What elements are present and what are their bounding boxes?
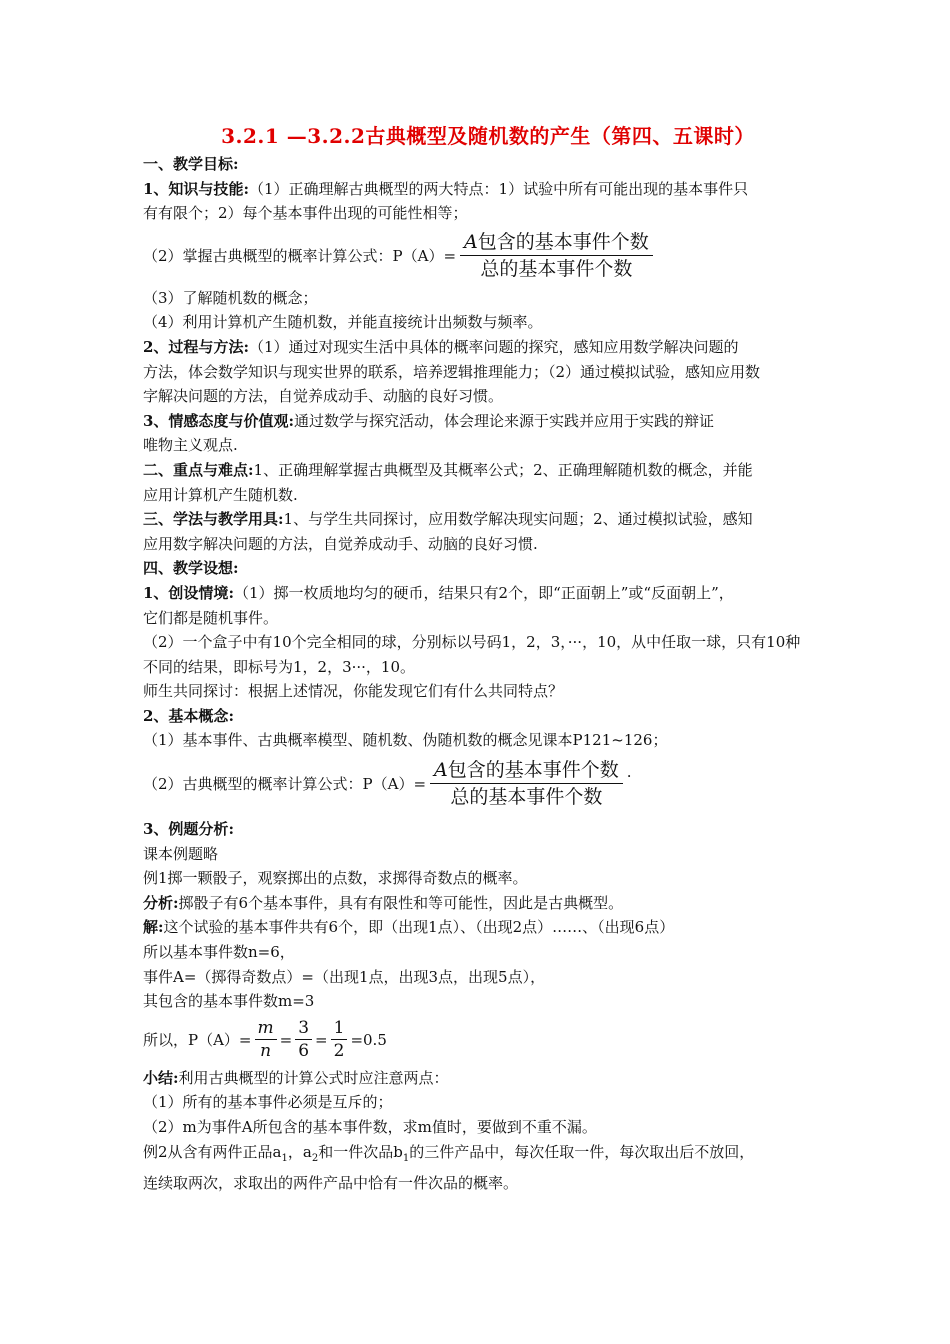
basic-concepts-line1: （1）基本事件、古典概率模型、随机数、伪随机数的概念见课本P121~126； [143, 731, 668, 750]
scenario-line5: 师生共同探讨：根据上述情况，你能发现它们有什么共同特点？ [143, 682, 564, 701]
knowledge-skills-text: （1）正确理解古典概型的两大特点：1）试验中所有可能出现的基本事件只 [248, 179, 749, 198]
knowledge-skills-line2: 有有限个；2）每个基本事件出现的可能性相等； [143, 204, 468, 223]
fraction-m-n: $\frac{m}{n}$ [255, 1017, 277, 1062]
fraction-numerator: A包含的基本事件个数 [460, 229, 653, 256]
basic-concepts-label: 2、基本概念: [143, 706, 234, 725]
knowledge-skills-label: 1、知识与技能: [143, 179, 249, 198]
section-heading-design: 四、教学设想: [143, 559, 239, 578]
solution-line: 解:这个试验的基本事件共有6个，即（出现1点）、（出现2点）……、（出现6点） [143, 918, 675, 937]
process-method-label: 2、过程与方法: [143, 337, 249, 356]
solution-line3: 事件A=（掷得奇数点）=（出现1点，出现3点，出现5点）， [143, 967, 546, 986]
formula-period: . [626, 763, 632, 782]
document-page [143, 122, 833, 1196]
probability-fraction-2 [430, 757, 623, 810]
attitude-line1: 3、情感态度与价值观:通过数学与探究活动，体会理论来源于实践并应用于实践的辩证 [143, 411, 714, 430]
example1-line: 例1掷一颗骰子，观察掷出的点数，求掷得奇数点的概率。 [143, 869, 528, 888]
fraction-denominator-2: 总的基本事件个数 [450, 785, 603, 808]
process-method-line2: 方法，体会数学知识与现实世界的联系，培养逻辑推理能力；（2）通过模拟试验，感知应用数 [143, 362, 761, 381]
formula-line-2 [143, 753, 833, 813]
summary-item1: （1）所有的基本事件必须是互斥的； [143, 1093, 393, 1112]
summary-label: 小结: [143, 1068, 179, 1087]
attitude-line2: 唯物主义观点. [143, 436, 238, 455]
summary-item2: （2）m为事件A所包含的基本事件数，求m值时，要做到不重不漏。 [143, 1118, 597, 1136]
scenario-line2: 它们都是随机事件。 [143, 608, 279, 627]
process-method-line1: 2、过程与方法:（1）通过对现实生活中具体的概率问题的探究，感知应用数学解决问题的 [143, 337, 739, 356]
summary-line: 小结:利用古典概型的计算公式时应注意两点： [143, 1068, 449, 1087]
fraction-var: A [464, 231, 478, 254]
methods-label: 三、学法与教学用具: [143, 510, 284, 529]
fraction-3-6: $\frac{3}{6}$ [295, 1017, 312, 1062]
example2-line2: 连续取两次，求取出的两件产品中恰有一件次品的概率。 [143, 1174, 519, 1193]
process-method-line3: 字解决问题的方法，自觉养成动手、动脑的良好习惯。 [143, 387, 504, 406]
scenario-line4: 不同的结果，即标号为1，2，3···，10。 [143, 657, 416, 676]
example2-line1: 例2从含有两件正品$a_1$，$a_2$和一件次品$b_1$的三件产品中，每次任取一件，每次取出后不放回， [143, 1142, 755, 1164]
methods-line2: 应用数字解决问题的方法，自觉养成动手、动脑的良好习惯. [143, 534, 538, 553]
formula-line-1 [143, 226, 833, 286]
key-points-line1: 二、重点与难点:1、正确理解掌握古典概型及其概率公式；2、正确理解随机数的概念，并能 [143, 460, 753, 479]
fraction-1-2: $\frac{1}{2}$ [331, 1017, 348, 1062]
solution-line2: 所以基本事件数n=6， [143, 943, 295, 962]
examples-label: 3、例题分析: [143, 820, 234, 839]
key-points-line2: 应用计算机产生随机数. [143, 485, 298, 504]
result-formula-line: 所以，P（A）= $\frac{m}{n}$ = $\frac{3}{6}$ = $\frac{1}{2}$ =0.5 [143, 1018, 387, 1062]
examples-line1: 课本例题略 [143, 844, 219, 863]
fraction-numerator-2: A包含的基本事件个数 [430, 757, 623, 784]
objective-item-3: （3）了解随机数的概念； [143, 288, 318, 307]
analysis-line: 分析:掷骰子有6个基本事件，具有有限性和等可能性，因此是古典概型。 [143, 893, 624, 912]
knowledge-skills-line1 [143, 177, 833, 202]
page-title: 3.2.1 —3.2.2古典概型及随机数的产生（第四、五课时） [221, 124, 755, 148]
fraction-denominator: 总的基本事件个数 [480, 258, 633, 281]
attitude-label: 3、情感态度与价值观: [143, 411, 294, 430]
scenario-label: 1、创设情境: [143, 583, 234, 602]
analysis-label: 分析: [143, 893, 179, 912]
section-heading-objectives: 一、教学目标: [143, 155, 239, 173]
objective-item-4: （4）利用计算机产生随机数，并能直接统计出频数与频率。 [143, 313, 543, 332]
solution-label: 解: [143, 918, 164, 937]
key-points-label: 二、重点与难点: [143, 460, 254, 479]
methods-line1: 三、学法与教学用具:1、与学生共同探讨，应用数学解决现实问题；2、通过模拟试验，感知 [143, 510, 753, 529]
formula-prefix: （2）掌握古典概型的概率计算公式：P（A）= [143, 247, 457, 266]
scenario-line1: 1、创设情境:（1）掷一枚质地均匀的硬币，结果只有2个，即“正面朝上”或“反面朝上”， [143, 583, 734, 602]
solution-line4: 其包含的基本事件数m=3 [143, 992, 315, 1011]
scenario-line3: （2）一个盒子中有10个完全相同的球，分别标以号码1，2，3，···，10，从中任取一球，只有10种 [143, 633, 801, 652]
probability-fraction [460, 229, 653, 282]
formula-prefix-2: （2）古典概型的概率计算公式：P（A）= [143, 774, 427, 793]
